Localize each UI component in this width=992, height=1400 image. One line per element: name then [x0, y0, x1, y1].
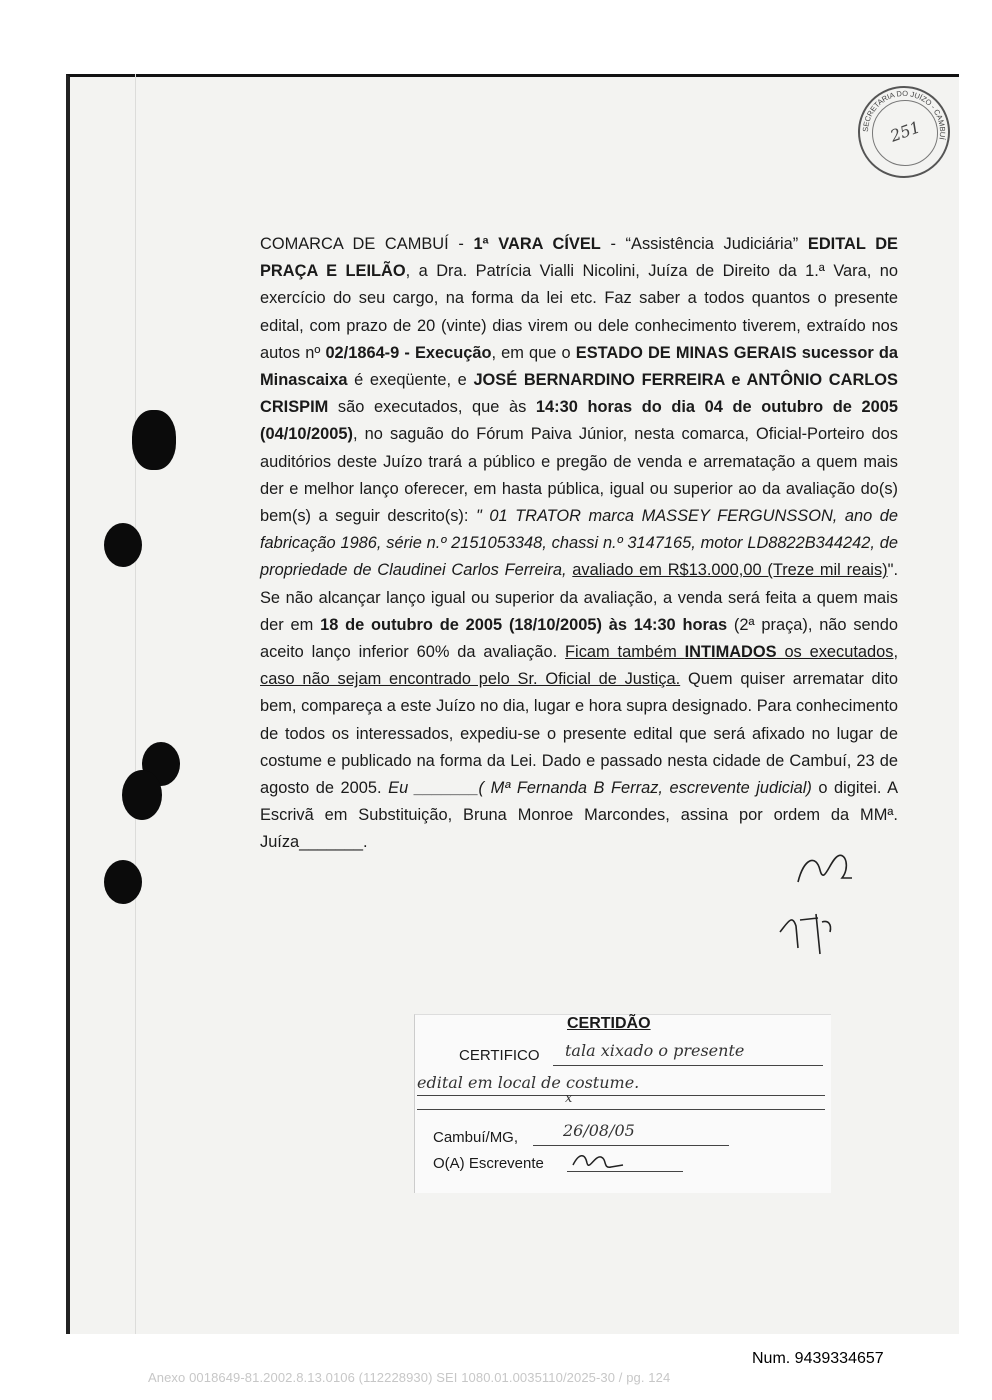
document-number: Num. 9439334657: [752, 1350, 884, 1367]
edital-text-part: . Se não alcançar lanço igual ou superior da avaliação, a venda será feita a quem mais der em: [260, 561, 898, 634]
edital-valuation: avaliado em R$13.000,00 (Treze mil reais): [572, 561, 888, 580]
handwritten-signature: [790, 848, 860, 898]
edital-second-date: 18 de outubro de 2005 (18/10/2005) às 14:30 horas: [320, 615, 728, 634]
form-rule: [417, 1109, 825, 1110]
edital-exequente: ESTADO DE MINAS GERAIS sucessor da Minascaixa: [260, 343, 898, 390]
edital-text: [260, 231, 898, 857]
edital-text-part: (2ª praça), não sendo aceito lanço inferior 60% da avaliação.: [260, 615, 899, 662]
certifico-label: CERTIFICO: [459, 1047, 540, 1064]
edital-typist: Eu _______( Mª Fernanda B Ferraz, escrevente judicial): [388, 779, 812, 798]
edital-text-part: são executados, que às: [328, 398, 536, 417]
edital-intro: , a Dra. Patrícia Vialli Nicolini, Juíza de Direito da 1.ª Vara, no exercício do seu cargo, na forma da lei etc. Faz saber a todos quantos o presente edital, com prazo de 20 (vinte) dias virem ou dele conhecimento tiverem, extraído nos autos nº: [260, 262, 898, 362]
court-seal-stamp: [858, 86, 950, 178]
punch-hole: [132, 410, 176, 470]
footer-reference: Anexo 0018649-81.2002.8.13.0106 (112228930) SEI 1080.01.0035110/2025-30 / pg. 124: [148, 1370, 671, 1385]
handwritten-certifico-line2: edital em local de costume.: [417, 1073, 640, 1092]
form-rule: [567, 1171, 683, 1172]
handwritten-date: 26/08/05: [563, 1121, 635, 1140]
handwritten-x-mark: x: [565, 1091, 573, 1106]
page-fold-line: [135, 74, 136, 1334]
punch-hole: [104, 523, 142, 567]
escrevente-label: O(A) Escrevente: [433, 1155, 544, 1172]
edital-process-number: 02/1864-9 - Execução: [325, 343, 492, 362]
seal-ring-label: SECRETARIA DO JUÍZO - CAMBUÍ: [860, 88, 948, 141]
edital-text-part: ": [887, 561, 894, 580]
form-rule: [417, 1095, 825, 1096]
edital-text-part: é exeqüente, e: [347, 371, 474, 390]
punch-hole: [122, 770, 162, 820]
handwritten-certifico-line1: tala xixado o presente: [565, 1041, 745, 1060]
form-rule: [553, 1065, 823, 1066]
punch-hole: [104, 860, 142, 904]
handwritten-signature: [770, 902, 850, 962]
edital-text-part: , no saguão do Fórum Paiva Júnior, nesta comarca, Oficial-Porteiro dos auditórios deste Juízo trará a público e pregão de venda e arrematação a quem mais der e melhor lanço oferecer, em hasta pública, igual ou superior ao da avaliação do(s) bem(s) a seguir descrito(s):: [260, 425, 898, 526]
edital-closing: o digitei. A Escrivã em Substituição, Bruna Monroe Marcondes, assina por ordem da MMª. Juíza_______.: [260, 779, 899, 852]
edital-text-part: , em que o: [491, 343, 576, 362]
certidao-title: CERTIDÃO: [567, 1015, 651, 1032]
edital-executados: JOSÉ BERNARDINO FERREIRA e ANTÔNIO CARLOS CRISPIM: [260, 371, 898, 417]
edital-heading: COMARCA DE CAMBUÍ -: [260, 235, 474, 253]
certidao-box: [414, 1014, 831, 1193]
edital-court: 1ª VARA CÍVEL: [473, 235, 601, 253]
edital-first-date: 14:30 horas do dia 04 de outubro de 2005 (04/10/2005): [260, 398, 898, 444]
city-date-label: Cambuí/MG,: [433, 1129, 519, 1146]
edital-aj: - “Assistência Judiciária”: [600, 235, 808, 253]
form-rule: [533, 1145, 729, 1146]
edital-title: EDITAL DE PRAÇA E LEILÃO: [260, 235, 898, 281]
edital-asset-description: " 01 TRATOR marca MASSEY FERGUNSSON, ano de fabricação 1986, série n.º 2151053348, chassi n.º 3147165, motor LD8822B344242, de propriedade de Claudinei Carlos Ferreira,: [260, 507, 898, 580]
edital-text-part: Quem quiser arrematar dito bem, compareça a este Juízo no dia, lugar e hora supra designado. Para conhecimento de todos os interessados, expediu-se o presente edital que será afixado no lugar de costume e publicado na forma da Lei. Dado e passado nesta cidade de Cambuí, 23 de agosto de 2005.: [260, 670, 898, 798]
edital-intimation: Ficam também INTIMADOS os executados, caso não sejam encontrado pelo Sr. Oficial de Justiça.: [260, 643, 899, 689]
seal-page-number: 251: [887, 117, 923, 146]
